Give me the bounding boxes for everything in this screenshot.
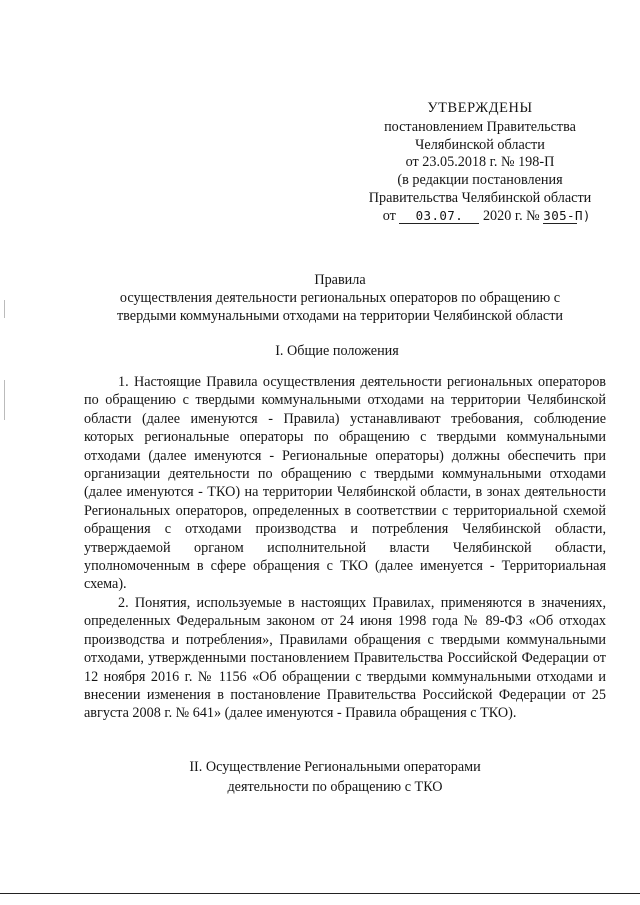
bottom-edge-rule bbox=[0, 893, 640, 894]
section-heading: I. Общие положения bbox=[275, 343, 399, 359]
section-heading-line: II. Осуществление Региональными операторами bbox=[189, 759, 481, 775]
section-heading bbox=[100, 757, 570, 797]
approval-line: (в редакции постановления bbox=[397, 172, 563, 189]
paragraph: 1. Настоящие Правила осуществления деятельности региональных операторов по обращению с твердыми коммунальными отходами на территории Челябинской области (далее именуются - Правила) устанавливают требования, соблюдение которых региональные операторы по обращению с твердыми коммунальными отходами (далее именуются - Региональные операторы) должны обеспечить при организации деятельности по обращению с твердыми коммунальными отходами (далее именуются - ТКО) на территории Челябинской области, в зонах деятельности Региональных операторов, определенных в соответствии с территориальной схемой обращения с отходами производства и потребления Челябинской области, утверждаемой органом исполнительной власти Челябинской области, уполномоченным в сфере обращения с ТКО (далее именуется - Территориальная схема). bbox=[84, 374, 606, 593]
document-title bbox=[90, 272, 590, 325]
approval-stamp bbox=[330, 100, 630, 226]
approval-date-line bbox=[330, 208, 630, 226]
document-body bbox=[84, 373, 606, 723]
approval-line: Правительства Челябинской области bbox=[368, 189, 592, 206]
handwritten-number: 305-П) bbox=[543, 207, 591, 223]
approval-line: Челябинской области bbox=[415, 136, 545, 153]
approval-line: от 23.05.2018 г. № 198-П bbox=[405, 154, 555, 171]
approval-line: постановлением Правительства bbox=[384, 118, 576, 135]
section-heading-line: деятельности по обращению с ТКО bbox=[227, 779, 443, 795]
title-main: Правила bbox=[314, 272, 366, 288]
approval-prefix: от bbox=[382, 207, 396, 224]
handwritten-date: 03.07. bbox=[399, 209, 479, 224]
left-margin-mark bbox=[4, 300, 5, 318]
approval-year: 2020 г. № bbox=[482, 207, 540, 224]
paragraph: 2. Понятия, используемые в настоящих Правилах, применяются в значениях, определенных Федеральным законом от 24 июня 1998 года № 89-ФЗ «Об отходах производства и потребления», Правилами обращения с твердыми коммунальными отходами, утвержденными постановлением Правительства Российской Федерации от 12 ноября 2016 г. № 1156 «Об обращении с твердыми коммунальными отходами и внесении изменения в постановление Правительства Российской Федерации от 25 августа 2008 г. № 641» (далее именуются - Правила обращения с ТКО). bbox=[84, 594, 606, 722]
title-line: твердыми коммунальными отходами на территории Челябинской области bbox=[116, 307, 564, 324]
approval-heading: УТВЕРЖДЕНЫ bbox=[427, 100, 533, 116]
title-line: осуществления деятельности региональных операторов по обращению с bbox=[119, 289, 561, 306]
left-margin-mark bbox=[4, 380, 5, 420]
